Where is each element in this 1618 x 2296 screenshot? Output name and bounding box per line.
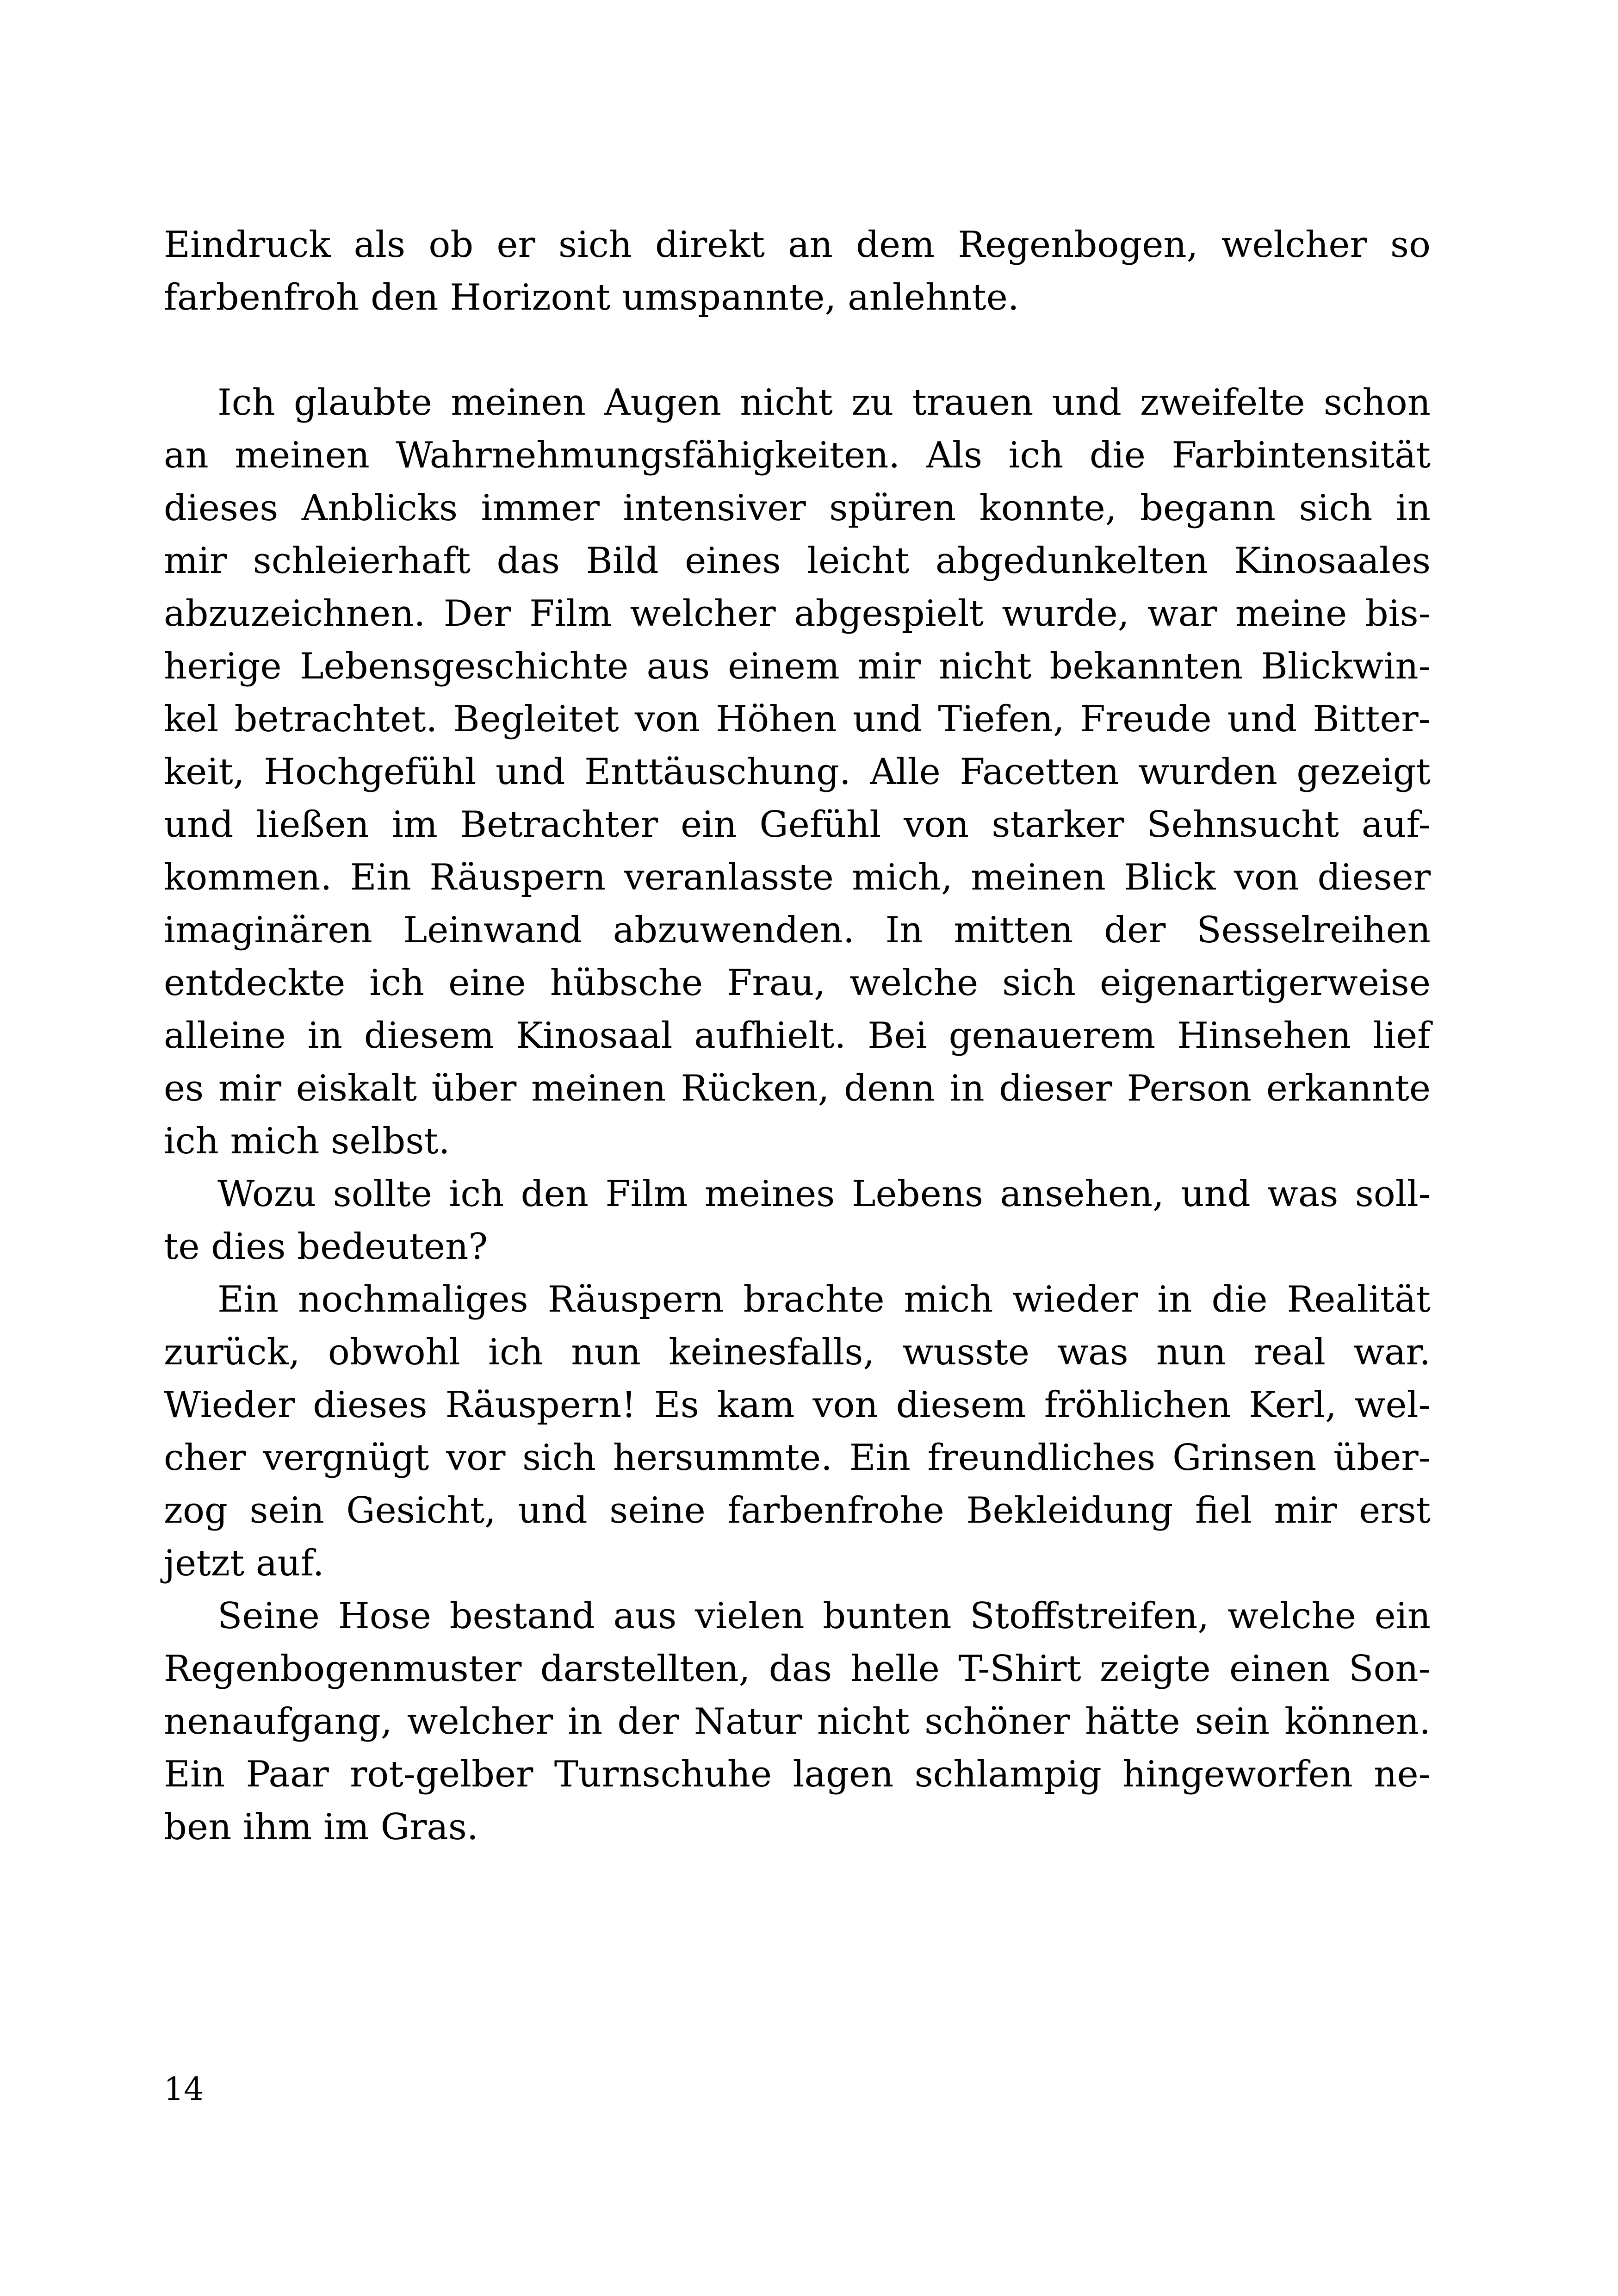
text-line: kommen. Ein Räuspern veranlasste mich, meinen Blick von dieser bbox=[164, 857, 1431, 898]
text-line: ich mich selbst. bbox=[164, 1120, 450, 1162]
text-line: an meinen Wahrnehmungsfähigkeiten. Als ich die Farbintensität bbox=[164, 435, 1431, 476]
text-line: zurück, obwohl ich nun keinesfalls, wusste was nun real war. bbox=[164, 1332, 1431, 1373]
text-line: Wieder dieses Räuspern! Es kam von diesem fröhlichen Kerl, wel- bbox=[164, 1384, 1431, 1426]
text-line: Wozu sollte ich den Film meines Lebens ansehen, und was soll- bbox=[217, 1173, 1431, 1215]
text-line: imaginären Leinwand abzuwenden. In mitten der Sesselreihen bbox=[164, 909, 1431, 951]
text-line: Ich glaubte meinen Augen nicht zu trauen und zweifelte schon bbox=[217, 382, 1431, 423]
text-line: keit, Hochgefühl und Enttäuschung. Alle Facetten wurden gezeigt bbox=[164, 751, 1431, 793]
text-line: Eindruck als ob er sich direkt an dem Regenbogen, welcher so bbox=[164, 224, 1431, 266]
text-line: kel betrachtet. Begleitet von Höhen und Tiefen, Freude und Bitter- bbox=[164, 698, 1431, 740]
page-number: 14 bbox=[164, 2071, 204, 2108]
text-line: abzuzeichnen. Der Film welcher abgespielt wurde, war meine bis- bbox=[164, 593, 1431, 635]
text-line: farbenfroh den Horizont umspannte, anlehnte. bbox=[164, 277, 1019, 318]
text-line: entdeckte ich eine hübsche Frau, welche sich eigenartigerweise bbox=[164, 962, 1431, 1004]
text-line: nenaufgang, welcher in der Natur nicht schöner hätte sein können. bbox=[164, 1701, 1431, 1742]
text-line: und ließen im Betrachter ein Gefühl von starker Sehnsucht auf- bbox=[164, 804, 1431, 846]
text-line: mir schleierhaft das Bild eines leicht abgedunkelten Kinosaales bbox=[164, 540, 1431, 582]
text-line: te dies bedeuten? bbox=[164, 1226, 488, 1268]
text-line: es mir eiskalt über meinen Rücken, denn in dieser Person erkannte bbox=[164, 1068, 1431, 1109]
text-line: Ein nochmaliges Räuspern brachte mich wieder in die Realität bbox=[217, 1279, 1431, 1320]
text-line: ben ihm im Gras. bbox=[164, 1806, 478, 1848]
text-line: alleine in diesem Kinosaal aufhielt. Bei genauerem Hinsehen lief bbox=[164, 1015, 1431, 1057]
text-line: Regenbogenmuster darstellten, das helle T-Shirt zeigte einen Son- bbox=[164, 1648, 1431, 1690]
text-line: zog sein Gesicht, und seine farbenfrohe Bekleidung fiel mir erst bbox=[164, 1490, 1431, 1531]
text-line: cher vergnügt vor sich hersummte. Ein freundliches Grinsen über- bbox=[164, 1437, 1431, 1479]
text-line: herige Lebensgeschichte aus einem mir nicht bekannten Blickwin- bbox=[164, 646, 1431, 687]
text-line: Ein Paar rot-gelber Turnschuhe lagen schlampig hingeworfen ne- bbox=[164, 1754, 1431, 1795]
text-line: Seine Hose bestand aus vielen bunten Stoffstreifen, welche ein bbox=[217, 1595, 1431, 1637]
text-line: jetzt auf. bbox=[164, 1543, 324, 1584]
text-line: dieses Anblicks immer intensiver spüren konnte, begann sich in bbox=[164, 487, 1431, 529]
